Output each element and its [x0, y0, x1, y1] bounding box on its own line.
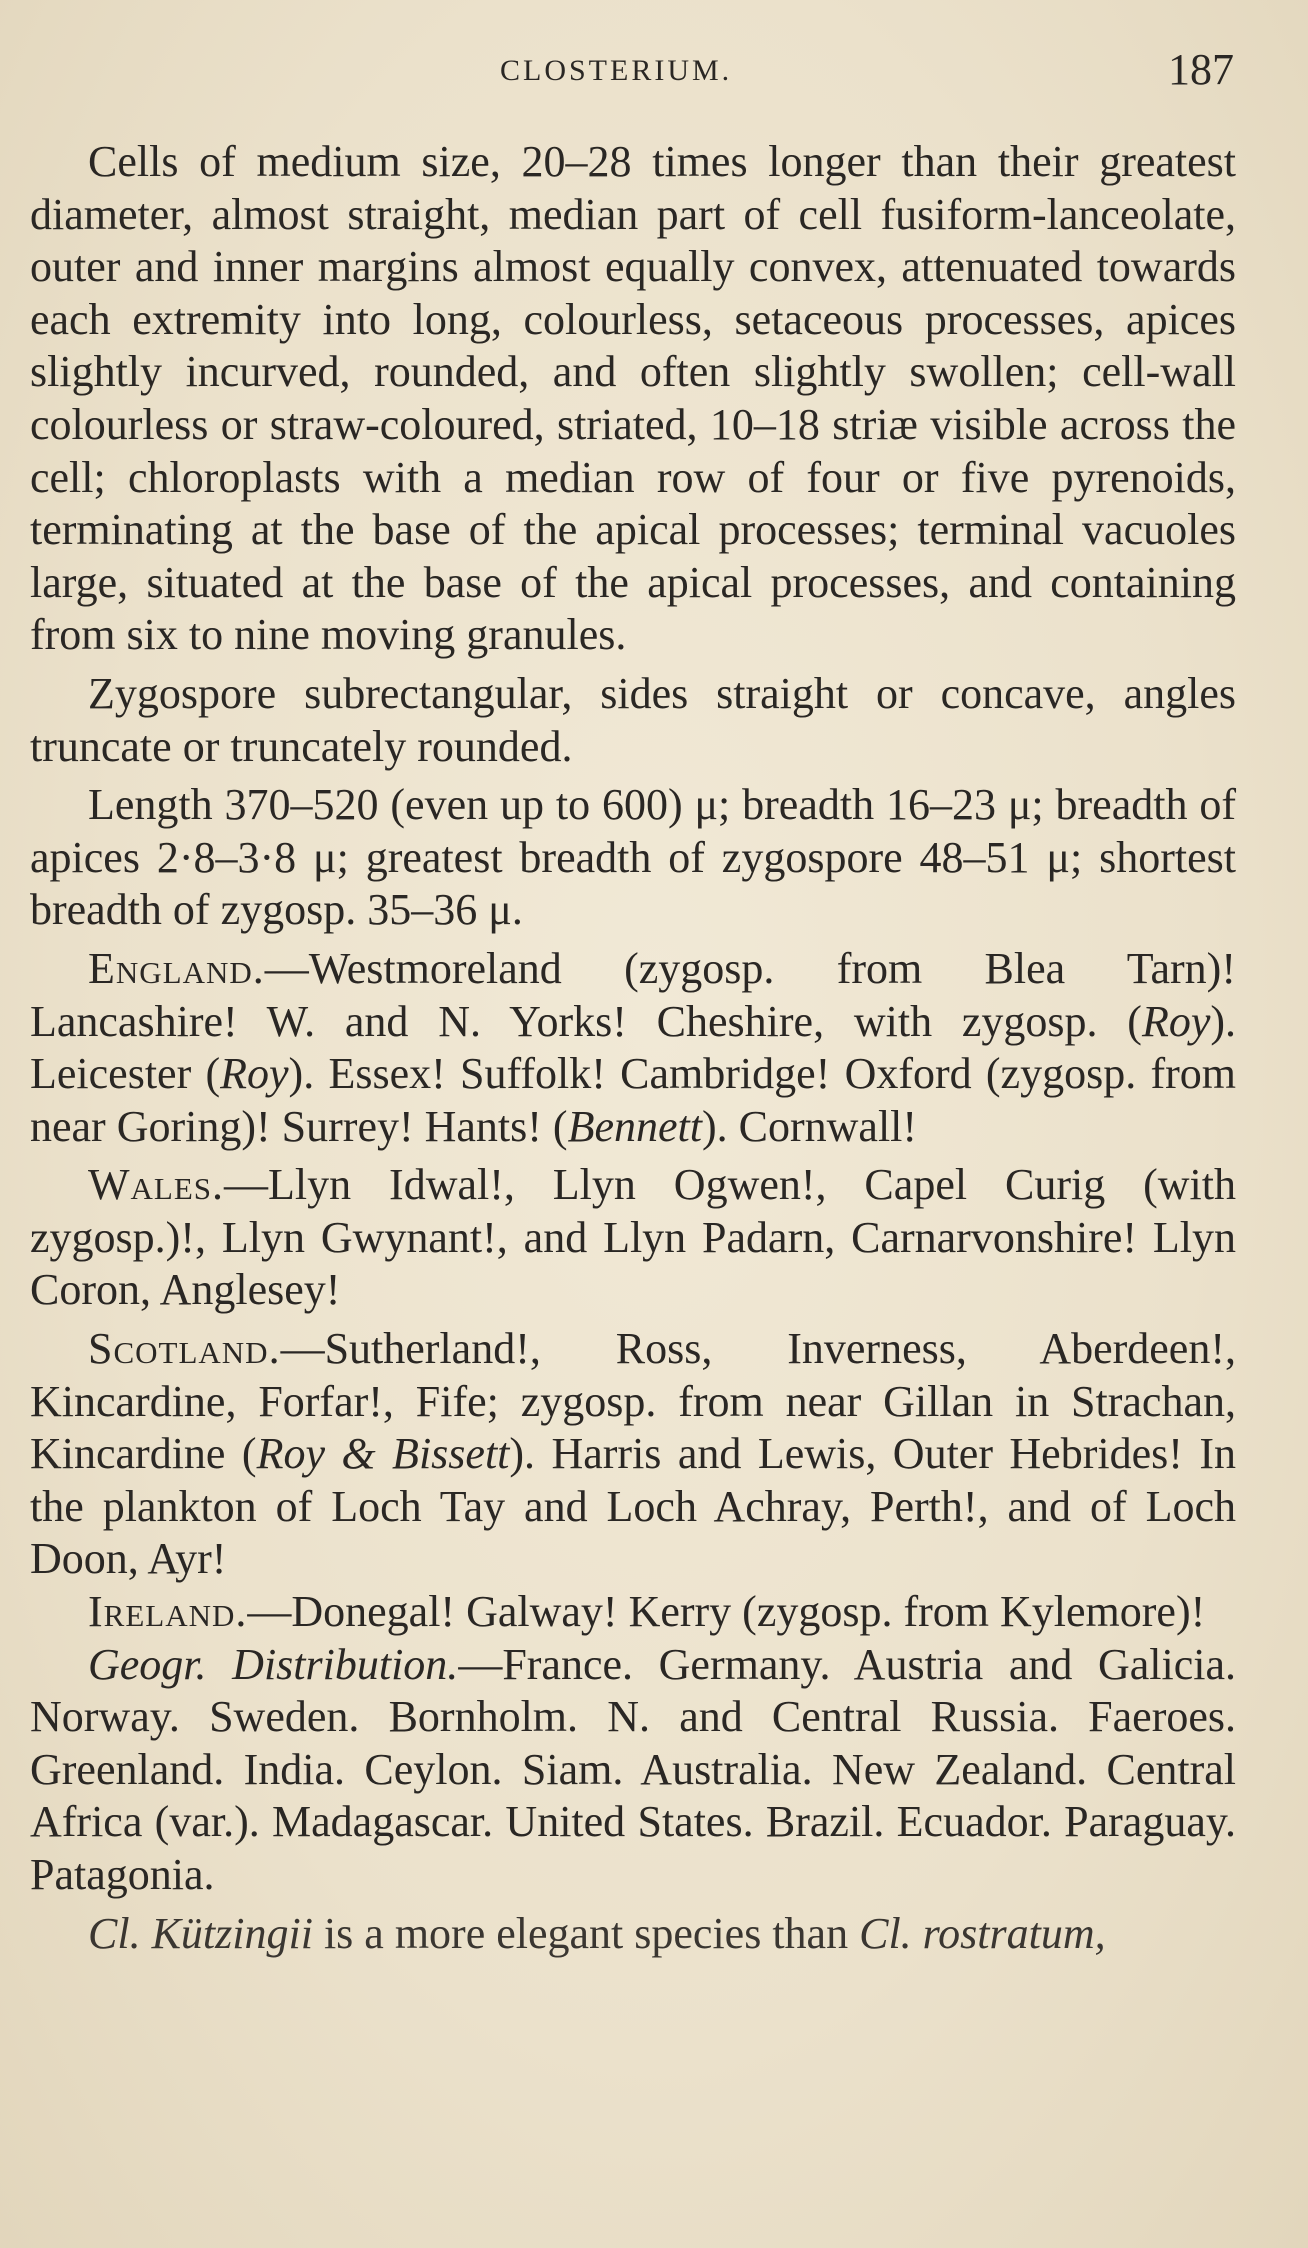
distribution-text: —France. Germany. Austria and Galicia. Norway. Sweden. Bornholm. N. and Central Russia. Faeroes. Greenland. India. Ceylon. Siam. Australia. New Zealand. Central Africa (var.). Madagascar. United States. Brazil. Ecuador. Paraguay. Patagonia.: [30, 1639, 1236, 1899]
scotland-paragraph: [30, 1323, 1236, 1586]
page-header: [0, 44, 1308, 104]
england-label: England.: [88, 943, 265, 993]
measurements-paragraph: Length 370–520 (even up to 600) μ; breadth 16–23 μ; breadth of apices 2·8–3·8 μ; greatest breadth of zygospore 48–51 μ; shortest breadth of zygosp. 35–36 μ.: [30, 780, 1236, 935]
england-text-d: ). Cornwall!: [701, 1101, 918, 1151]
closing-line: [30, 1908, 1236, 1961]
zygospore-paragraph: Zygospore subrectangular, sides straight or concave, angles truncate or truncately rounded.: [30, 668, 1236, 771]
ireland-paragraph: [30, 1586, 1236, 1639]
running-head: CLOSTERIUM.: [500, 54, 733, 87]
species-rostratum: Cl. rostratum,: [859, 1908, 1106, 1958]
ireland-label: Ireland.: [88, 1587, 248, 1637]
page-number: 187: [1168, 45, 1234, 94]
england-text-b: ). Leicester (: [30, 996, 1236, 1099]
scotland-text-b: ). Harris and Lewis, Outer Hebrides! In the plankton of Loch Tay and Loch Achray, Perth!, and of Loch Doon, Ayr!: [30, 1429, 1236, 1584]
wales-paragraph: [30, 1159, 1236, 1317]
species-kutzingii: Cl. Kützingii: [88, 1908, 313, 1958]
england-text-a: —Westmoreland (zygosp. from Blea Tarn)! Lancashire! W. and N. Yorks! Cheshire, with zygosp. (: [30, 943, 1236, 1046]
wales-label: Wales.: [88, 1160, 225, 1210]
scotland-text-a: —Sutherland!, Ross, Inverness, Aberdeen!, Kincardine, Forfar!, Fife; zygosp. from near Gillan in Strachan, Kincardine (: [30, 1324, 1236, 1479]
body-text: [30, 136, 1236, 1960]
wales-text: —Llyn Idwal!, Llyn Ogwen!, Capel Curig (with zygosp.)!, Llyn Gwynant!, and Llyn Padarn, Carnarvonshire! Llyn Coron, Anglesey!: [30, 1160, 1236, 1315]
england-citation-b: Roy: [220, 1049, 289, 1099]
closing-line-text: is a more elegant species than: [312, 1908, 860, 1958]
distribution-label: Geogr. Distribution.: [88, 1639, 459, 1689]
england-citation-a: Roy: [1141, 996, 1211, 1046]
england-paragraph: [30, 943, 1236, 1153]
england-citation-c: Bennett: [567, 1101, 702, 1151]
england-text-c: ). Essex! Suffolk! Cambridge! Oxford (zygosp. from near Goring)! Surrey! Hants! (: [30, 1049, 1237, 1151]
distribution-paragraph: [30, 1639, 1236, 1902]
ireland-text: —Donegal! Galway! Kerry (zygosp. from Kylemore)!: [247, 1587, 1206, 1637]
scotland-citation: Roy & Bissett: [256, 1429, 510, 1479]
cell-description-paragraph: Cells of medium size, 20–28 times longer than their greatest diameter, almost straight, median part of cell fusiform-lanceolate, outer and inner margins almost equally convex, attenuated towards each extremity into long, colourless, setaceous processes, apices slightly incurved, rounded, and often slightly swollen; cell-wall colourless or straw-coloured, striated, 10–18 striæ visible across the cell; chloroplasts with a median row of four or five pyrenoids, terminating at the base of the apical processes; terminal vacuoles large, situated at the base of the apical processes, and containing from six to nine moving granules.: [30, 137, 1236, 660]
scotland-label: Scotland.: [88, 1324, 281, 1374]
